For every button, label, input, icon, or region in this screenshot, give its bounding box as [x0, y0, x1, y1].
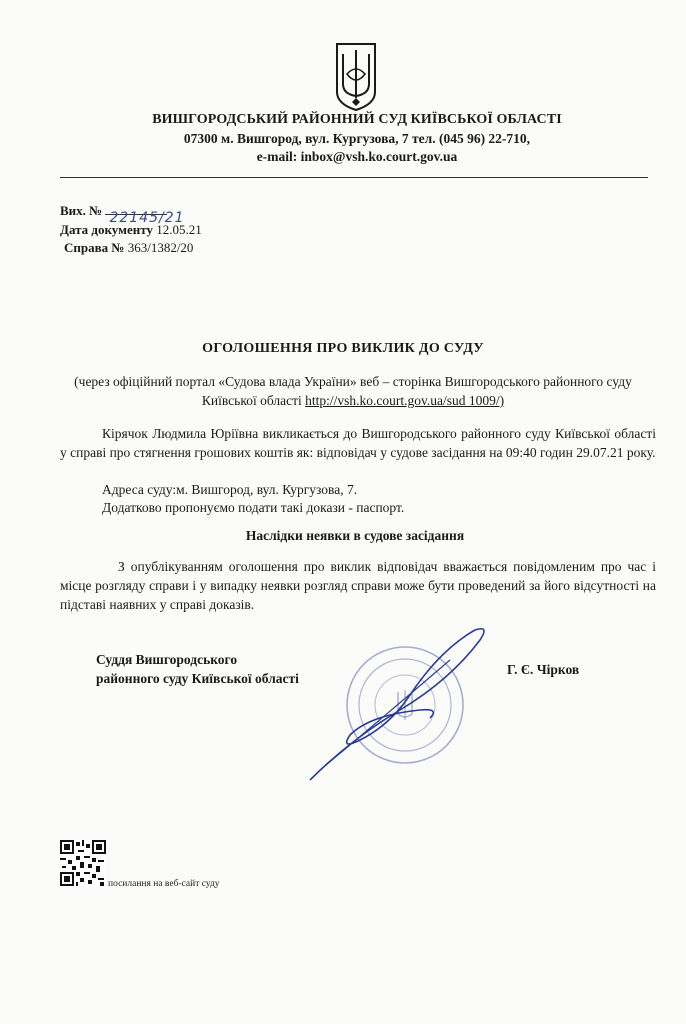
trident-emblem-icon	[333, 40, 379, 112]
outgoing-label: Вих. №	[60, 203, 103, 218]
court-email: e-mail: inbox@vsh.ko.court.gov.ua	[256, 149, 458, 164]
case-value: 363/1382/20	[127, 240, 194, 255]
date-value: 12.05.21	[156, 222, 202, 237]
evidence-line: Додатково пропонуємо подати такі докази - паспорт.	[102, 500, 405, 515]
court-address: 07300 м. Вишгород, вул. Кургузова, 7 тел. (045 96) 22-710,	[183, 131, 531, 146]
outgoing-number-handwritten: 22145/21	[109, 210, 185, 226]
outgoing-number-field	[105, 210, 185, 226]
qr-code-icon[interactable]	[60, 840, 106, 886]
judge-title-line2: районного суду Київської області	[96, 671, 299, 686]
date-label: Дата документу	[60, 222, 153, 237]
case-number-row	[64, 240, 193, 256]
portal-link[interactable]: http://vsh.ko.court.gov.ua/sud 1009/)	[305, 393, 505, 408]
court-address-line: Адреса суду:м. Вишгород, вул. Кургузова, 7.	[102, 482, 358, 497]
judge-signature-icon	[290, 600, 520, 800]
judge-name: Г. Є. Чірков	[507, 662, 580, 677]
portal-text: (через офіційний портал «Судова влада України» веб – сторінка Вишгородського районного суду Київської області	[74, 374, 632, 408]
consequences-heading: Наслідки неявки в судове засідання	[245, 528, 465, 543]
notice-title: ОГОЛОШЕННЯ ПРО ВИКЛИК ДО СУДУ	[202, 341, 484, 356]
document-date-row	[60, 222, 202, 238]
court-name: ВИШГОРОДСЬКИЙ РАЙОННИЙ СУД КИЇВСЬКОЇ ОБЛАСТІ	[152, 112, 562, 127]
qr-caption: посилання на веб-сайт суду	[108, 879, 220, 889]
summons-paragraph: Кірячок Людмила Юріївна викликається до Вишгородського районного суду Київської області у справі про стягнення грошових коштів як: відповідач у судове засідання на 09:40 годин 29.07.21 року.	[60, 426, 656, 460]
judge-title	[96, 650, 299, 688]
consequences-paragraph: З опублікуванням оголошення про виклик відповідач вважається повідомленим про час і місце розгляду справи і у випадку неявки розгляд справи може бути проведений за його відсутності на підставі наявних у справі доказів.	[60, 559, 656, 612]
judge-title-line1: Суддя Вишгородського	[96, 652, 238, 667]
outgoing-number-row	[60, 203, 185, 226]
header-divider	[60, 177, 648, 178]
portal-note	[58, 372, 648, 410]
case-label: Справа №	[64, 240, 125, 255]
